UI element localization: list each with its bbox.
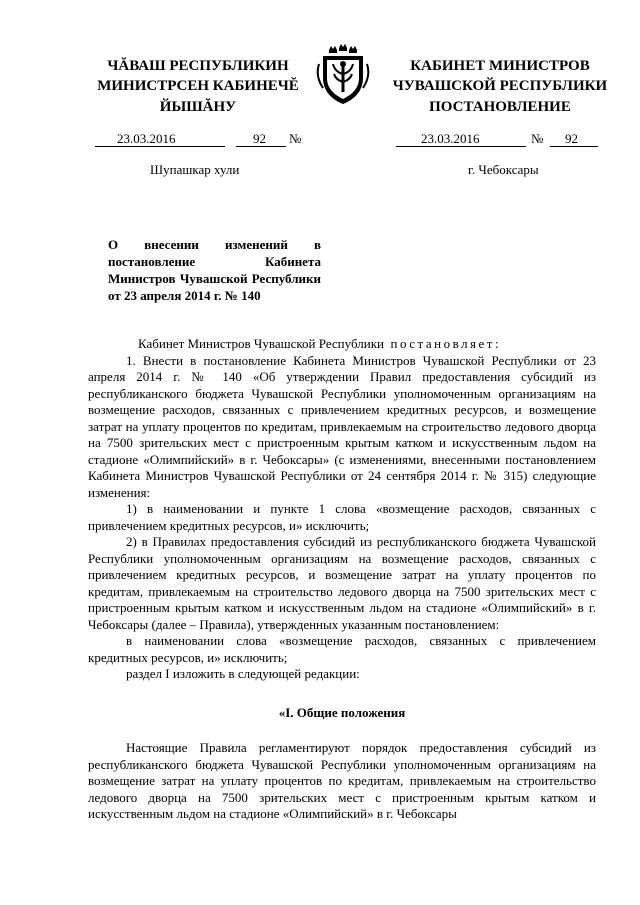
document-subject: О внесении изменений в постановление Кабинета Министров Чувашской Республики от 23 апреля 2014 г. № 140	[108, 237, 321, 303]
left-header-line1: ЧĂВАШ РЕСПУБЛИКИН	[107, 58, 289, 74]
right-number: 92	[565, 131, 578, 146]
right-header-line2: ЧУВАШСКОЙ РЕСПУБЛИКИ	[392, 78, 608, 94]
right-number-underline	[550, 146, 598, 147]
left-place: Шупашкар хули	[150, 162, 240, 177]
document-body	[88, 336, 596, 683]
paragraph-1: 1. Внести в постановление Кабинета Министров Чувашской Республики от 23 апреля 2014 г. № 140 «Об утверждении Правил предоставления субсидий из республиканского бюджета Чувашской Республики уполномоченным организациям на возмещение расходов, связанных с привлечением кредитных ресурсов, и возмещение затрат на уплату процентов по кредитам, привлекаемым на строительство ледового дворца на 7500 зрительских мест с пристроенным крытым катком и искусственным льдом на стадионе «Олимпийский» в г. Чебоксары» (с изменениями, внесенными постановлением Кабинета Министров Чувашской Республики от 24 сентября 2014 г. № 315) следующие изменения:	[88, 352, 596, 500]
right-doc-type: ПОСТАНОВЛЕНИЕ	[429, 99, 571, 115]
left-doc-type: ЙЫШĂНУ	[159, 99, 237, 115]
intro-verb: постановляет:	[390, 336, 502, 351]
paragraph-3: 2) в Правилах предоставления субсидий из республиканского бюджета Чувашской Республики уполномоченным организациям на возмещение расходов, связанных с привлечением кредитных ресурсов, и возмещение затрат на уплату процентов по кредитам, привлекаемым на строительство ледового дворца на 7500 зрительских мест с пристроенным крытым катком и искусственным льдом на стадионе «Олимпийский» в г. Чебоксары (далее – Правила), утвержденных указанным постановлением:	[88, 534, 596, 632]
left-number-underline	[236, 146, 286, 147]
intro-paragraph	[88, 336, 596, 353]
left-number: 92	[253, 131, 266, 146]
paragraph-6: Настоящие Правила регламентируют порядок предоставления субсидий из республиканского бюджета Чувашской Республики уполномоченным организациям на возмещение затрат на уплату процентов по кредитам, привлекаемым на строительство ледового дворца на 7500 зрительских мест с пристроенным крытым катком и искусственным льдом на стадионе «Олимпийский» в г. Чебоксары	[88, 740, 596, 821]
right-date: 23.03.2016	[421, 131, 480, 146]
section-body	[88, 740, 596, 823]
left-header-line2: МИНИСТРСЕН КАБИНЕЧĔ	[97, 78, 299, 94]
paragraph-2: 1) в наименовании и пункте 1 слова «возмещение расходов, связанных с привлечением кредитных ресурсов, и» исключить;	[88, 501, 596, 533]
paragraph-5: раздел I изложить в следующей редакции:	[126, 666, 360, 681]
left-number-sign: №	[289, 131, 302, 146]
right-place: г. Чебоксары	[468, 162, 539, 177]
paragraph-4: в наименовании слова «возмещение расходов, связанных с привлечением кредитных ресурсов, и» исключить;	[88, 633, 596, 665]
right-date-underline	[396, 146, 526, 147]
right-header-line1: КАБИНЕТ МИНИСТРОВ	[410, 58, 590, 74]
section-title: «I. Общие положения	[278, 705, 406, 720]
chuvash-coat-of-arms-icon	[315, 44, 371, 108]
left-date: 23.03.2016	[117, 131, 176, 146]
intro-text: Кабинет Министров Чувашской Республики	[138, 336, 384, 351]
right-number-sign: №	[531, 131, 544, 146]
left-date-underline	[95, 146, 225, 147]
